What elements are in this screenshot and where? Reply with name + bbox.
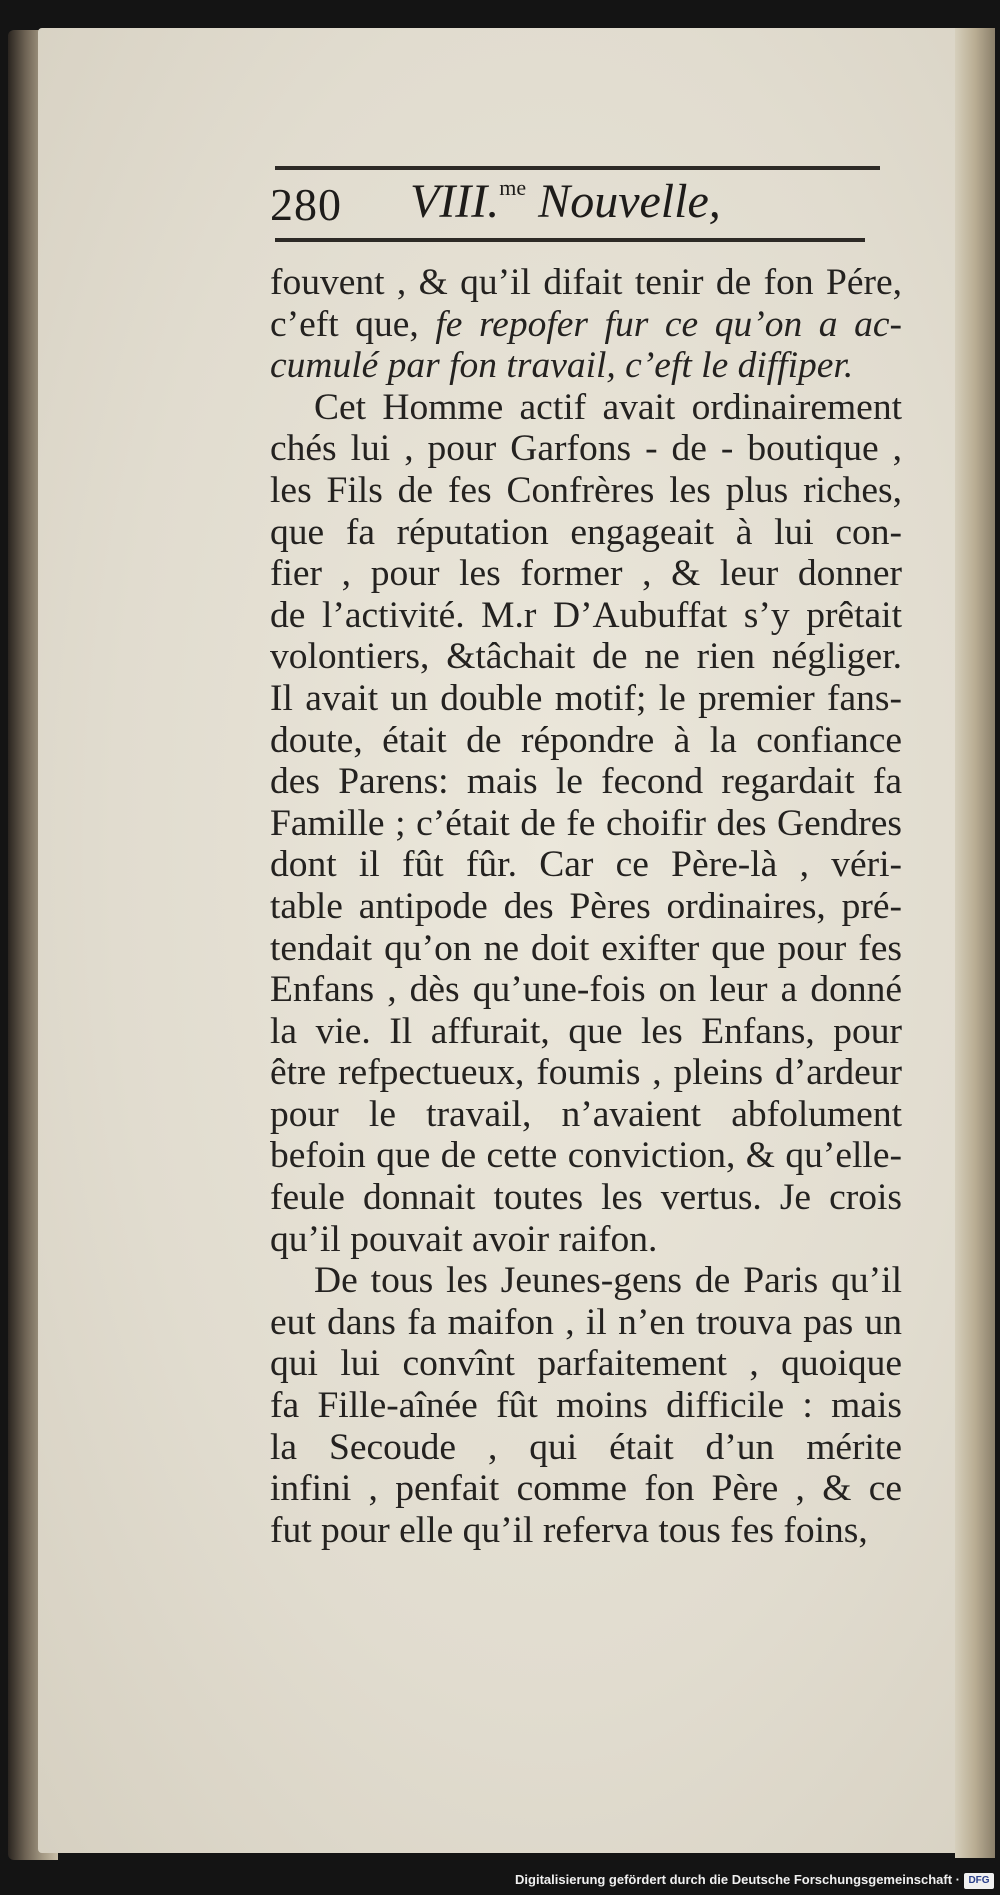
text-line-roman: befoin que de cette conviction, & qu’elle- [270,1135,902,1177]
text-line-roman: tendait qu’on ne doit exifter que pour fes [270,927,902,969]
text-line-roman: c’eft que, [270,303,436,345]
text-line-roman: qui lui convînt parfaitement , quoique [270,1343,902,1385]
text-line-roman: Cet Homme actif avait ordinairement [314,386,902,428]
text-line [270,387,902,429]
text-line-roman: feule donnait toutes les vertus. Je crois [270,1177,902,1219]
text-line [270,1011,902,1053]
text-line-roman: Enfans , dès qu’une-fois on leur a donné [270,969,902,1011]
header-rule-bottom [275,238,865,242]
text-line [270,553,902,595]
text-line-roman: des Parens: mais le fecond regardait fa [270,761,902,803]
text-line [270,1468,902,1510]
body-text [270,262,902,1551]
text-line [270,1052,902,1094]
text-line-roman: fa Fille-aînée fût moins difficile : mais [270,1385,902,1427]
header-rule-top [275,166,880,170]
text-line-roman: dont il fût fûr. Car ce Père-là , véri- [270,844,902,886]
text-line [270,512,902,554]
text-line-roman: doute, était de répondre à la confiance [270,719,902,761]
text-line-roman: fut pour elle qu’il referva tous fes foins, [270,1509,868,1551]
text-line [270,803,902,845]
page-header [270,174,890,234]
running-head-numeral: VIII. [410,175,500,228]
text-line-roman: infini , penfait comme fon Père , & ce [270,1468,902,1510]
book-right-edge [955,28,995,1858]
text-line [270,886,902,928]
text-line [270,636,902,678]
text-line-roman: fier , pour les former , & leur donner [270,553,902,595]
text-line-roman: de l’activité. M.r D’Aubuffat s’y prêtait [270,594,902,636]
text-line [270,678,902,720]
text-line-italic: cumulé par fon travail, c’eft le diffiper. [270,345,854,387]
text-line [270,304,902,346]
running-head-title: Nouvelle, [526,175,721,228]
text-line-roman: chés lui , pour Garfons - de - boutique , [270,428,902,470]
text-line [270,969,902,1011]
text-line [270,262,902,304]
text-line-roman: la Secoude , qui était d’un mérite [270,1426,902,1468]
text-line-roman: table antipode des Pères ordinaires, pré- [270,885,902,927]
text-line-roman: qu’il pouvait avoir raifon. [270,1218,658,1260]
text-line-roman: fouvent , & qu’il difait tenir de fon Pére, [270,262,902,303]
text-line [270,1510,902,1552]
text-line-roman: Famille ; c’était de fe choifir des Gendres [270,802,902,844]
text-line [270,720,902,762]
text-line [270,1177,902,1219]
dfg-logo-text: DFG [968,1875,990,1886]
text-line-roman: être refpectueux, foumis , pleins d’ardeur [270,1052,902,1094]
dfg-logo [964,1873,994,1889]
text-line [270,470,902,512]
text-line [270,595,902,637]
text-line-roman: De tous les Jeunes-gens de Paris qu’il [314,1260,902,1302]
text-line-roman: les Fils de fes Confrères les plus riches, [270,469,902,511]
text-line [270,1094,902,1136]
text-line [270,928,902,970]
text-line [270,1343,902,1385]
text-line [270,1260,902,1302]
text-line [270,761,902,803]
funding-credit: Digitalisierung gefördert durch die Deutsche Forschungsgemeinschaft · [515,1872,960,1887]
text-line-roman: Il avait un double motif; le premier fans- [270,677,902,719]
text-line [270,345,902,387]
running-head [410,174,721,229]
text-line [270,1135,902,1177]
page-number: 280 [270,179,342,230]
text-line [270,1385,902,1427]
footer-bar [0,1870,1000,1895]
text-line [270,1427,902,1469]
text-line-roman: volontiers, &tâchait de ne rien négliger. [270,636,902,678]
text-line [270,1219,902,1261]
text-line-roman: eut dans fa maifon , il n’en trouva pas un [270,1301,902,1343]
text-line [270,428,902,470]
text-line-italic: fe repofer fur ce qu’on a ac- [435,303,902,345]
text-line-roman: pour le travail, n’avaient abfolument [270,1093,902,1135]
text-line [270,844,902,886]
running-head-superscript: me [499,175,527,200]
text-line-roman: que fa réputation engageait à lui con- [270,511,902,553]
text-line-roman: la vie. Il affurait, que les Enfans, pour [270,1010,902,1052]
text-line [270,1302,902,1344]
